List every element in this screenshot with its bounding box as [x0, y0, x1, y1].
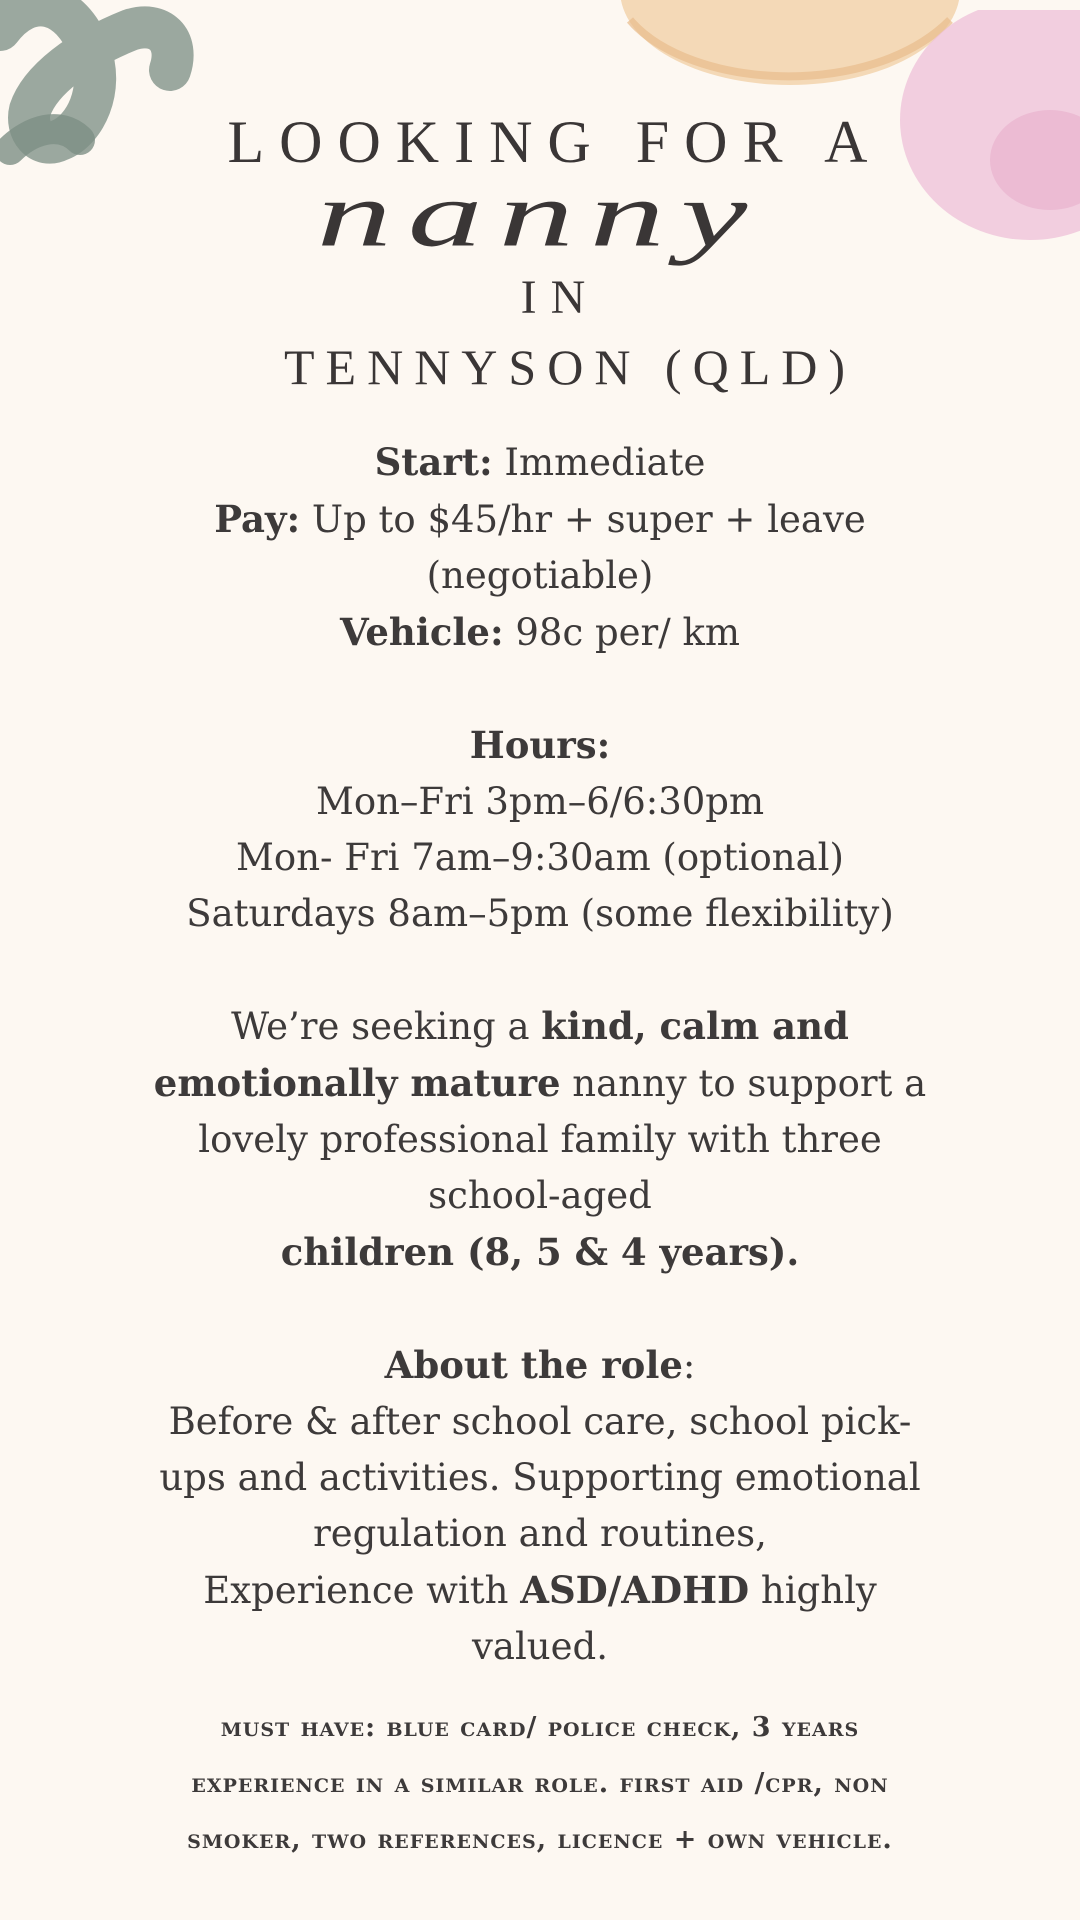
seeking-children	[0, 1224, 1080, 1281]
seeking-line-4: school-aged	[428, 1174, 652, 1217]
role-line-5: valued.	[472, 1625, 608, 1668]
requirements-line-3: smoker, two references, licence + own vehicle.	[187, 1824, 893, 1855]
headline-in: IN	[520, 271, 600, 324]
role-colon: :	[682, 1344, 696, 1387]
role-experience-line	[0, 1562, 1080, 1619]
headline-looking-for: LOOKING FOR A	[227, 109, 883, 175]
seeking-line-1	[0, 998, 1080, 1055]
requirements-line-2: experience in a similar role. first aid /cpr, non	[191, 1768, 889, 1799]
seeking-bold-2: emotionally mature	[153, 1061, 561, 1105]
hours-line: Mon–Fri 3pm–6/6:30pm	[315, 780, 765, 823]
seeking-bold-1: kind, calm and	[541, 1004, 849, 1048]
hours-line: Saturdays 8am–5pm (some flexibility)	[186, 892, 894, 935]
vehicle-value: 98c per/ km	[515, 611, 740, 654]
role-line-3: regulation and routines,	[313, 1512, 767, 1555]
pay-line	[0, 491, 1080, 548]
vehicle-label: Vehicle:	[340, 610, 504, 654]
seeking-line-3: lovely professional family with three	[198, 1118, 882, 1161]
start-line	[0, 434, 1080, 491]
start-value: Immediate	[504, 441, 706, 484]
pay-note: (negotiable)	[426, 554, 654, 597]
experience-after: highly	[749, 1569, 877, 1612]
headline-location: TENNYSON (QLD)	[284, 339, 856, 395]
role-line-1: Before & after school care, school pick-	[168, 1400, 912, 1443]
seeking-line-2	[0, 1055, 1080, 1112]
hours-label-text: Hours:	[469, 723, 611, 767]
pay-label: Pay:	[214, 497, 301, 541]
hours-line: Mon- Fri 7am–9:30am (optional)	[236, 836, 844, 879]
requirements-line-1: must have: blue card/ police check, 3 years	[220, 1712, 860, 1743]
seeking-text-after: nanny to support a	[560, 1062, 927, 1105]
hours-label	[0, 717, 1080, 774]
role-heading	[0, 1337, 1080, 1394]
peach-watercolor-blob	[610, 0, 970, 100]
experience-before: Experience with	[203, 1569, 521, 1612]
headline-nanny-script: nanny	[316, 163, 764, 266]
seeking-text-before: We’re seeking a	[231, 1005, 542, 1048]
vehicle-line	[0, 604, 1080, 661]
role-line-2: ups and activities. Supporting emotional	[159, 1456, 921, 1499]
children-ages: children (8, 5 & 4 years).	[280, 1230, 800, 1274]
pay-value: Up to $45/hr + super + leave	[311, 498, 866, 541]
start-label: Start:	[374, 440, 493, 484]
requirements-block	[0, 1700, 1080, 1868]
experience-bold: ASD/ADHD	[520, 1568, 750, 1612]
job-details	[0, 434, 1080, 1675]
role-label: About the role	[384, 1343, 683, 1387]
